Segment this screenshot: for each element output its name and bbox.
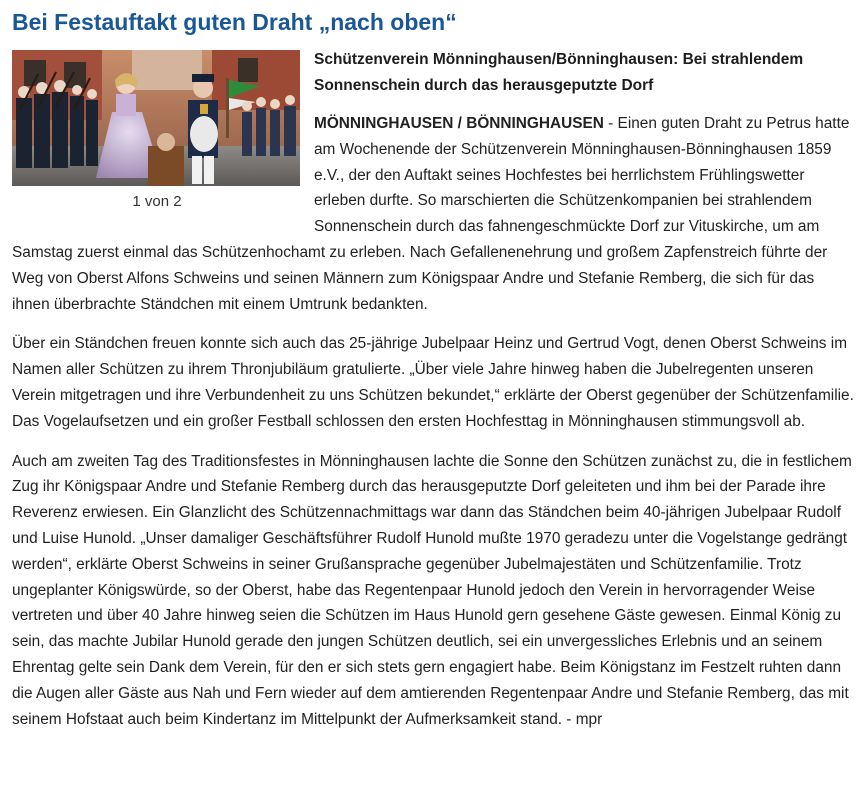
photo-gallery[interactable] <box>12 50 302 213</box>
paragraph-1-text: - Einen guten Draht zu Petrus hatte am Wochenende der Schützenverein Mönninghausen-Bönninghausen 1859 e.V., der den Auftakt seines Hochfestes bei herrlichstem Frühlingswetter erleben durfte. So marschierten die Schützenkompanien bei strahlendem Sonnenschein durch das fahnengeschmückte Dorf zur Vituskirche, um am Samstag zuerst einmal das Schützenhochamt zu erleben. Nach Gefallenenehrung und großem Zapfenstreich führte der Weg von Oberst Alfons Schweins und seinen Männern zum Königspaar Andre und Stefanie Remberg, die sich für das ihnen überbrachte Ständchen mit einem Umtrunk bedankten. <box>12 115 850 313</box>
article-headline: Bei Festauftakt guten Draht „nach oben“ <box>12 9 457 35</box>
marching-procession-photo[interactable] <box>12 50 300 186</box>
article-paragraph-2: Über ein Ständchen freuen konnte sich auch das 25-jährige Jubelpaar Heinz und Gertrud Vogt, denen Oberst Schweins im Namen aller Schützen zu ihrem Thronjubiläum gratulierte. „Über viele Jahre hinweg haben die Jubelregenten unseren Verein mitgetragen und ihre Verbundenheit zu uns Schützen bekundet,“ erklärte der Oberst gegenüber der Schützenfamilie. Das Vogelaufsetzen und ein großer Festball schlossen den ersten Hochfesttag in Mönninghausen stimmungsvoll ab. <box>12 335 854 430</box>
article-dateline: MÖNNINGHAUSEN / BÖNNINGHAUSEN <box>314 115 604 132</box>
article-subheadline: Schützenverein Mönninghausen/Bönninghausen: Bei strahlendem Sonnenschein durch das herausgeputzte Dorf <box>314 51 804 94</box>
article-paragraph-3: Auch am zweiten Tag des Traditionsfestes in Mönninghausen lachte die Sonne den Schützen zunächst zu, die in festlichem Zug ihr Königspaar Andre und Stefanie Remberg durch das herausgeputzte Dorf geleiteten und ihm bei der Parade ihre Reverenz erwiesen. Ein Glanzlicht des Schützennachmittags war dann das Ständchen beim 40-jährigen Jubelpaar Rudolf und Luise Hunold. „Unser damaliger Geschäftsführer Rudolf Hunold mußte 1970 geradezu unter die Vogelstange gedrängt werden“, erklärte Oberst Schweins in seiner Grußansprache gegenüber Jubelmajestäten und Schützenfamilie. Trotz ungeplanter Königswürde, so der Oberst, habe das Regentenpaar Hunold jedoch den Verein in hervorragender Weise vertreten und über 40 Jahre hinweg seien die Schützen im Haus Hunold gern gesehene Gäste gewesen. Einmal König zu sein, das machte Jubilar Hunold gerade den jungen Schützen deutlich, sei ein unvergessliches Erlebnis und an seinem Ehrentag gelte sein Dank dem Verein, für den er sich stets gern engagiert habe. Beim Königstanz im Festzelt ruhten dann die Augen aller Gäste aus Nah und Fern wieder auf dem amtierenden Regentenpaar Andre und Stefanie Remberg, das mit seinem Hofstaat auch beim Kindertanz im Mittelpunkt der Aufmerksamkeit stand. - mpr <box>12 452 852 728</box>
photo-caption: 1 von 2 <box>132 193 182 210</box>
